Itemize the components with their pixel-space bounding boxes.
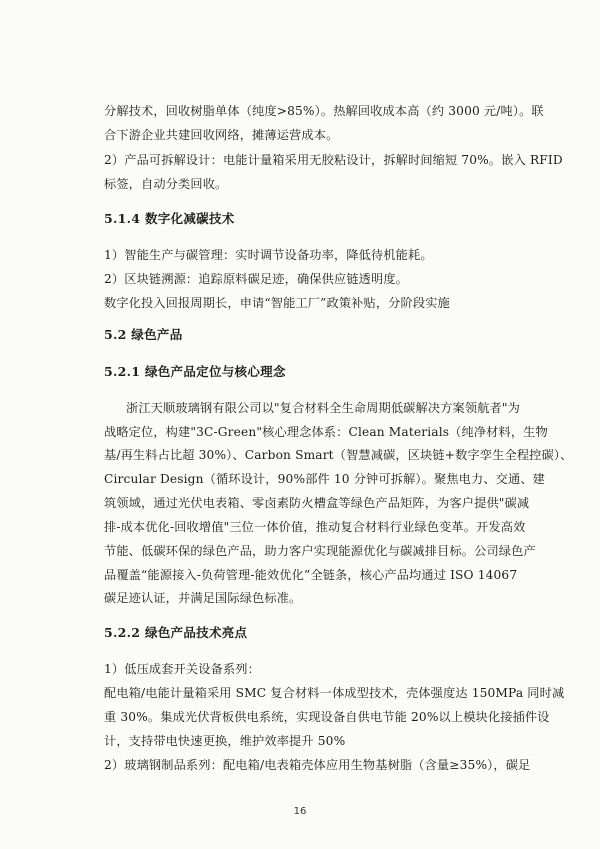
section-heading-5-1-4: 5.1.4 数字化减碳技术: [104, 211, 235, 226]
body-line: 基/再生料占比超 30%）、Carbon Smart（智慧减碳，区块链+数字孪生全程控碳）、: [104, 448, 573, 462]
section-heading-5-2-1: 5.2.1 绿色产品定位与核心理念: [104, 364, 286, 379]
body-line: 重 30%。集成光伏背板供电系统，实现设备自供电节能 20%以上模块化接插件设: [104, 710, 550, 724]
page-number: 16: [293, 806, 307, 817]
body-line: 1）低压成套开关设备系列：: [104, 662, 260, 676]
body-line: 2）区块链溯源：追踪原料碳足迹，确保供应链透明度。: [104, 272, 409, 286]
body-line: 计，支持带电快速更换，维护效率提升 50%: [104, 734, 346, 748]
body-line: 分解技术，回收树脂单体（纯度>85%）。热解回收成本高（约 3000 元/吨）。联: [104, 104, 544, 118]
body-line: 2）玻璃钢制品系列：配电箱/电表箱壳体应用生物基树脂（含量≥35%），碳足: [104, 758, 531, 772]
body-line: 筑领域，通过光伏电表箱、零卤素防火槽盒等绿色产品矩阵，为客户提供"碳减: [104, 496, 530, 510]
body-line: 战略定位，构建"3C-Green"核心理念体系：Clean Materials（纯净材料，生物: [104, 425, 548, 439]
body-line: 2）产品可拆解设计：电能计量箱采用无胶粘设计，拆解时间缩短 70%。嵌入 RFID: [104, 153, 563, 167]
body-line: 数字化投入回报周期长，申请“智能工厂”政策补贴，分阶段实施: [104, 296, 450, 310]
body-line: 配电箱/电能计量箱采用 SMC 复合材料一体成型技术，壳体强度达 150MPa 同时减: [104, 686, 565, 700]
body-line: 碳足迹认证，并满足国际绿色标准。: [104, 591, 302, 605]
body-line: 1）智能生产与碳管理：实时调节设备功率，降低待机能耗。: [104, 248, 433, 262]
body-line: 节能、低碳环保的绿色产品，助力客户实现能源优化与碳减排目标。公司绿色产: [104, 544, 536, 558]
body-line: 合下游企业共建回收网络，摊薄运营成本。: [104, 128, 339, 142]
section-heading-5-2: 5.2 绿色产品: [104, 327, 183, 342]
body-line: 浙江天顺玻璃钢有限公司以"复合材料全生命周期低碳解决方案领航者"为: [126, 401, 520, 415]
body-line: 品覆盖“能源接入-负荷管理-能效优化”全链条，核心产品均通过 ISO 14067: [104, 568, 518, 582]
section-heading-5-2-2: 5.2.2 绿色产品技术亮点: [104, 625, 248, 640]
body-line: 标签，自动分类回收。: [104, 177, 228, 191]
body-line: Circular Design（循环设计，90%部件 10 分钟可拆解）。聚焦电力、交通、建: [104, 472, 546, 486]
body-line: 排-成本优化-回收增值"三位一体价值，推动复合材料行业绿色变革。开发高效: [104, 520, 526, 534]
